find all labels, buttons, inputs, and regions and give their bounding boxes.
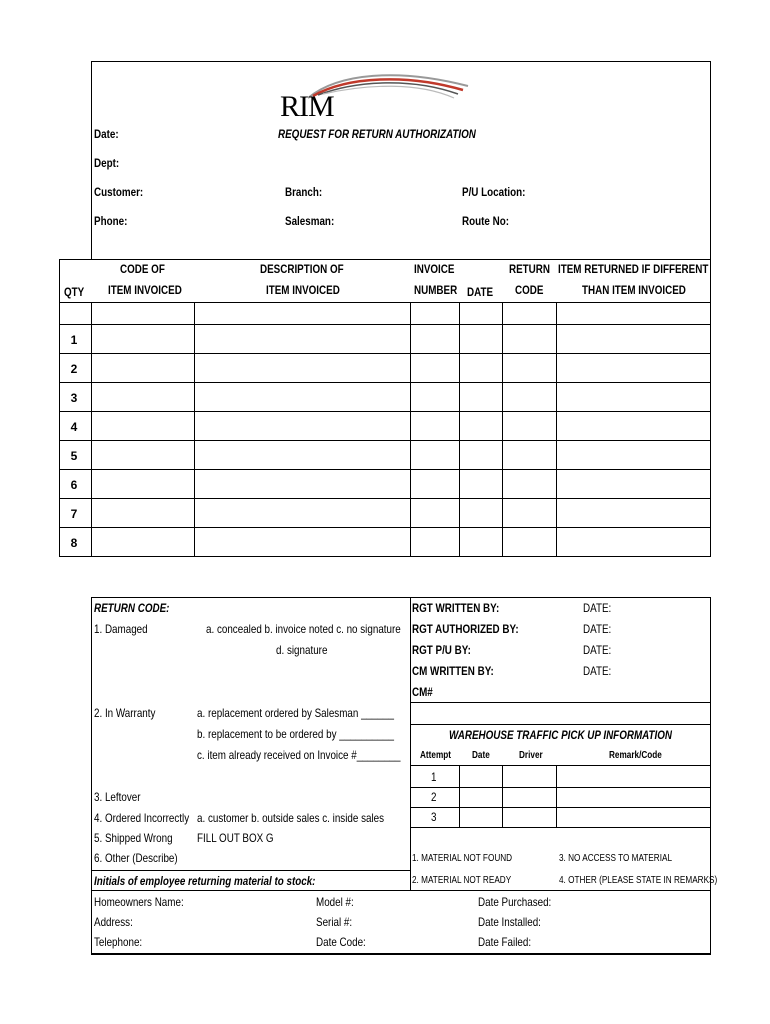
header-box-left-border (91, 61, 92, 259)
table-line (59, 411, 711, 412)
warehouse-note-1: 1. MATERIAL NOT FOUND (412, 853, 513, 864)
row-number: 7 (70, 507, 78, 521)
col-header-invoice-line1: INVOICE (414, 262, 455, 276)
warranty-option-c: c. item already received on Invoice #________ (197, 748, 401, 762)
customer-label: Customer: (94, 185, 144, 199)
rgt-written-label: RGT WRITTEN BY: (412, 601, 500, 615)
pu-location-label: P/U Location: (462, 185, 526, 199)
date-code-label: Date Code: (316, 935, 366, 949)
homeowner-name-label: Homeowners Name: (94, 895, 184, 909)
warehouse-col-line (502, 765, 503, 828)
warehouse-note-2: 2. MATERIAL NOT READY (412, 875, 512, 886)
rgt-authorized-date-label: DATE: (583, 622, 612, 636)
table-line (59, 353, 711, 354)
row-number: 8 (70, 536, 78, 550)
table-line (59, 440, 711, 441)
col-header-code-line1: CODE OF (120, 262, 165, 276)
dept-label: Dept: (94, 156, 120, 170)
return-code-warranty: 2. In Warranty (94, 706, 156, 720)
phone-label: Phone: (94, 214, 128, 228)
cm-number-label: CM# (412, 685, 433, 699)
date-label: Date: (94, 127, 119, 141)
warehouse-col-line (556, 765, 557, 828)
table-line (59, 498, 711, 499)
ordered-incorrectly-options: a. customer b. outside sales c. inside sales (197, 811, 385, 825)
homeowner-address-label: Address: (94, 915, 133, 929)
homeowner-top-line (91, 890, 711, 891)
rgt-written-date-label: DATE: (583, 601, 612, 615)
warehouse-note-3: 3. NO ACCESS TO MATERIAL (559, 853, 673, 864)
warranty-option-b: b. replacement to be ordered by __________ (197, 727, 394, 741)
rim-logo (278, 68, 478, 123)
model-label: Model #: (316, 895, 354, 909)
attempt-number: 3 (431, 810, 437, 824)
table-col-line (91, 302, 92, 557)
serial-label: Serial #: (316, 915, 353, 929)
table-line (59, 259, 711, 260)
header-box-right-border (710, 61, 711, 259)
logo-text: RIM (280, 90, 334, 123)
return-code-ordered-incorrectly: 4. Ordered Incorrectly (94, 811, 190, 825)
row-number: 3 (70, 391, 78, 405)
date-installed-label: Date Installed: (478, 915, 541, 929)
col-header-date: DATE (467, 285, 494, 299)
bottom-divider (410, 597, 411, 891)
row-number: 4 (70, 420, 78, 434)
table-col-line (502, 302, 503, 557)
bottom-box-top-border (91, 597, 711, 598)
route-label: Route No: (462, 214, 510, 228)
table-line (59, 556, 711, 557)
table-line (59, 302, 711, 303)
col-header-diff-line2: THAN ITEM INVOICED (582, 283, 686, 297)
attempt-number: 1 (431, 770, 437, 784)
branch-label: Branch: (285, 185, 323, 199)
cm-written-date-label: DATE: (583, 664, 612, 678)
row-number: 5 (70, 449, 78, 463)
return-code-leftover: 3. Leftover (94, 790, 141, 804)
table-col-line (194, 302, 195, 557)
warehouse-col-date: Date (472, 750, 490, 761)
form-title: REQUEST FOR RETURN AUTHORIZATION (278, 127, 476, 141)
table-line (59, 382, 711, 383)
initials-label: Initials of employee returning material to stock: (94, 874, 316, 888)
attempt-number: 2 (431, 790, 437, 804)
col-header-return-line1: RETURN (509, 262, 550, 276)
warehouse-line (410, 702, 711, 703)
col-header-invoice-line2: NUMBER (414, 283, 458, 297)
cm-written-label: CM WRITTEN BY: (412, 664, 494, 678)
warehouse-col-driver: Driver (519, 750, 543, 761)
col-header-desc-line2: ITEM INVOICED (266, 283, 340, 297)
date-purchased-label: Date Purchased: (478, 895, 552, 909)
warehouse-title: WAREHOUSE TRAFFIC PICK UP INFORMATION (449, 728, 673, 742)
date-failed-label: Date Failed: (478, 935, 532, 949)
warehouse-line (410, 724, 711, 725)
return-code-damaged: 1. Damaged (94, 622, 148, 636)
row-number: 1 (70, 333, 78, 347)
return-code-heading: RETURN CODE: (94, 601, 170, 615)
bottom-box-right-border (710, 597, 711, 954)
table-line (59, 324, 711, 325)
homeowner-telephone-label: Telephone: (94, 935, 143, 949)
warranty-option-a: a. replacement ordered by Salesman ______ (197, 706, 394, 720)
warehouse-line (410, 827, 711, 828)
header-box-top-border (91, 61, 711, 62)
warehouse-col-attempt: Attempt (420, 750, 451, 761)
col-header-qty: QTY (64, 285, 85, 299)
col-header-desc-line1: DESCRIPTION OF (260, 262, 344, 276)
col-header-return-line2: CODE (515, 283, 544, 297)
warehouse-line (410, 765, 711, 766)
table-col-line (710, 259, 711, 557)
col-header-diff-line1: ITEM RETURNED IF DIFFERENT (558, 262, 709, 276)
warehouse-col-remark: Remark/Code (609, 750, 662, 761)
damaged-options-line1: a. concealed b. invoice noted c. no signature (206, 622, 401, 636)
shipped-wrong-options: FILL OUT BOX G (197, 831, 274, 845)
bottom-box-bottom-border (91, 953, 711, 955)
initials-top-line (91, 870, 411, 871)
table-line (59, 527, 711, 528)
warehouse-col-line (459, 765, 460, 828)
warehouse-note-4: 4. OTHER (PLEASE STATE IN REMARKS) (559, 875, 718, 886)
rgt-pu-label: RGT P/U BY: (412, 643, 471, 657)
table-col-line (459, 302, 460, 557)
col-header-code-line2: ITEM INVOICED (108, 283, 182, 297)
return-code-shipped-wrong: 5. Shipped Wrong (94, 831, 173, 845)
row-number: 2 (70, 362, 78, 376)
table-col-line (410, 302, 411, 557)
rgt-pu-date-label: DATE: (583, 643, 612, 657)
damaged-options-line2: d. signature (276, 643, 328, 657)
table-col-line (556, 302, 557, 557)
table-line (59, 469, 711, 470)
rgt-authorized-label: RGT AUTHORIZED BY: (412, 622, 519, 636)
bottom-box-left-border (91, 597, 92, 954)
return-code-other: 6. Other (Describe) (94, 851, 178, 865)
row-number: 6 (70, 478, 78, 492)
salesman-label: Salesman: (285, 214, 335, 228)
warehouse-line (410, 787, 711, 788)
warehouse-line (410, 807, 711, 808)
